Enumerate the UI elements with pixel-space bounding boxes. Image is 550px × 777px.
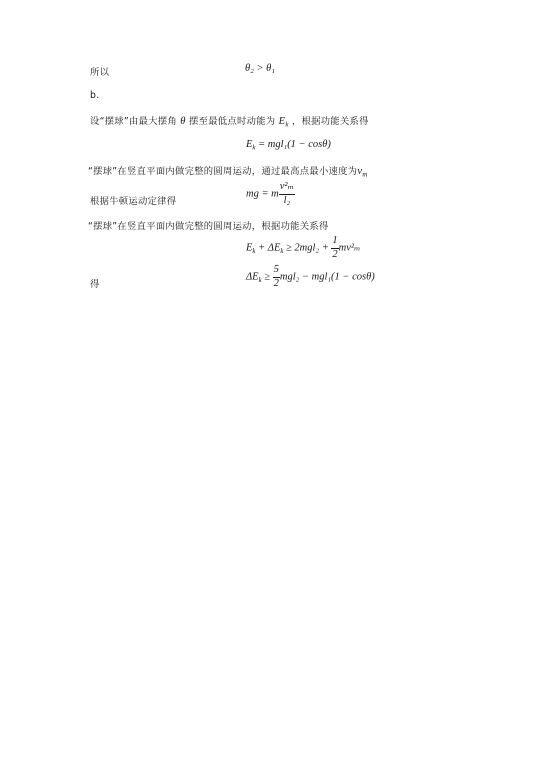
equation-result: $\Delta E_k$ ≥ $\frac{5}{2}$ mgl₂ − mgl₁(1 − cosθ) <box>246 264 375 289</box>
text-segment: 摆至最低点时动能为 <box>189 116 276 127</box>
text-segment: ，根据功能关系得 <box>291 116 369 127</box>
theta-symbol: θ <box>180 116 186 127</box>
part-label: b. <box>90 90 100 101</box>
newton-law-label: 根据牛顿运动定律得 <box>90 196 177 207</box>
ek-symbol: $E_k$ <box>278 116 289 129</box>
theta-inequality: θ₂ > θ₁ <box>245 63 275 74</box>
equation-energy-condition: $E_k + \Delta E_k \ge 2mgl_2$ + $\frac{1}{2}$ mv²ₘ <box>246 235 361 260</box>
paragraph-min-speed: “摆球”在竖直平面内做完整的圆周运动，通过最高点最小速度为$v_m$ <box>88 166 368 179</box>
equation-kinetic-energy: $E_k = mgl_1(1 - \cos\theta)$ <box>246 139 331 152</box>
equation-newton: mg = m $\frac{\text{v²ₘ}}{\text{l₂}}$ <box>246 181 295 206</box>
vm-symbol: $v_m$ <box>357 166 368 179</box>
so-label: 所以 <box>90 67 110 78</box>
paragraph-energy-circle: “摆球”在竖直平面内做完整的圆周运动，根据功能关系得 <box>88 221 329 232</box>
result-label: 得 <box>90 279 100 290</box>
paragraph-energy-intro <box>90 113 369 129</box>
text-segment: 设“摆球”由最大摆角 <box>90 116 178 127</box>
